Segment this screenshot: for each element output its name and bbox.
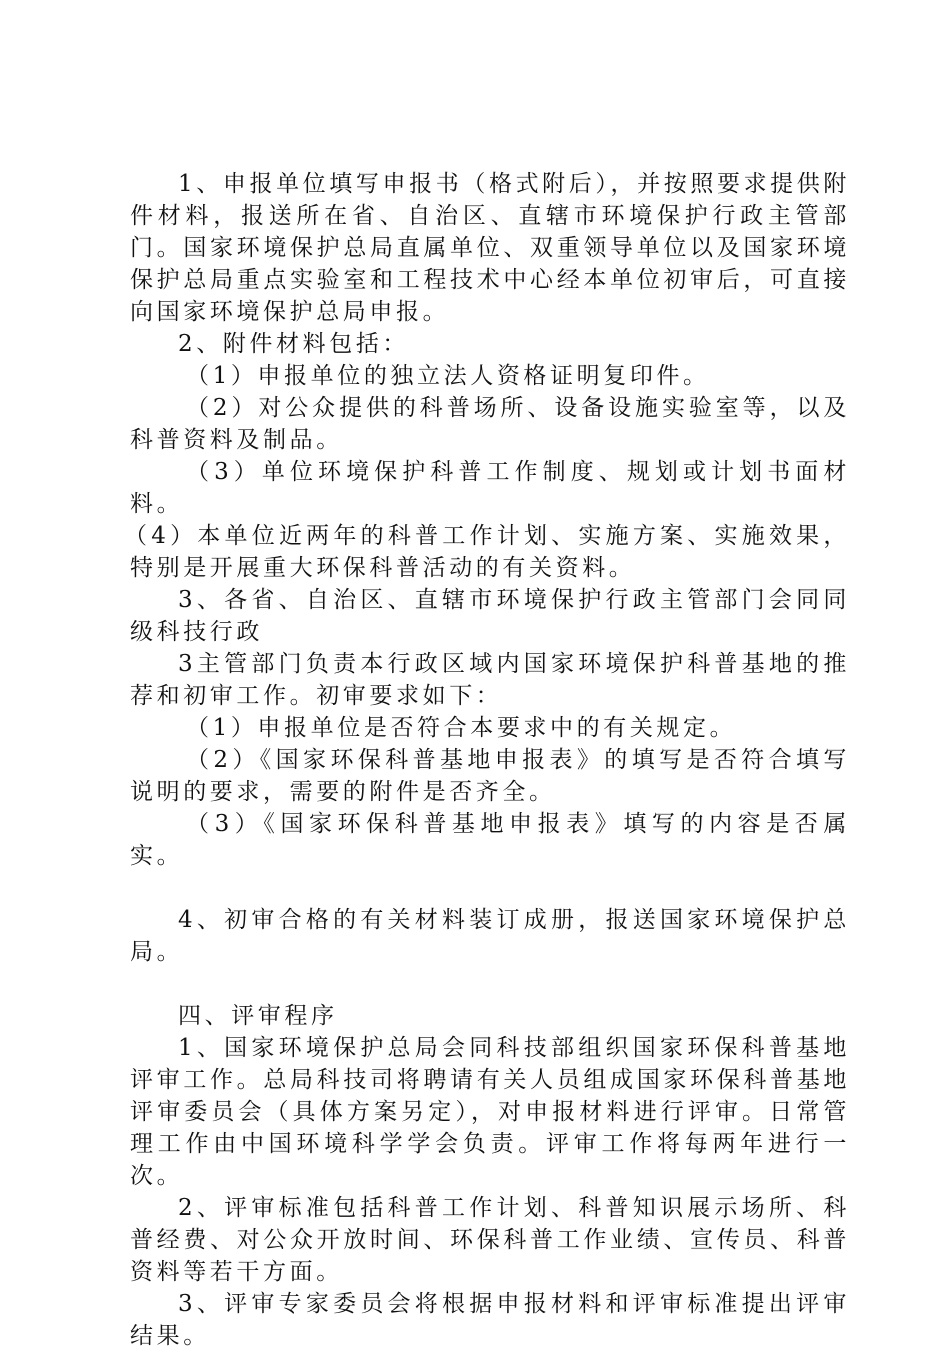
paragraph-preliminary-review: 3主管部门负责本行政区域内国家环境保护科普基地的推荐和初审工作。初审要求如下： (130, 651, 850, 709)
paragraph-spacer (130, 968, 850, 1000)
paragraph-attachment-2: （2）对公众提供的科普场所、设备设施实验室等，以及科普资料及制品。 (130, 395, 850, 453)
paragraph-review-organization: 1、国家环境保护总局会同科技部组织国家环保科普基地评审工作。总局科技司将聘请有关人员组成国家环保科普基地评审委员会（具体方案另定），对申报材料进行评审。日常管理工作由中国环境科学学会负责。评审工作将每两年进行一次。 (130, 1035, 850, 1189)
paragraph-bind-and-submit: 4、初审合格的有关材料装订成册，报送国家环境保护总局。 (130, 907, 850, 965)
paragraph-attachments-heading: 2、附件材料包括： (178, 331, 410, 357)
paragraph-review-item-2: （2）《国家环保科普基地申报表》的填写是否符合填写说明的要求，需要的附件是否齐全。 (130, 747, 850, 805)
paragraph-attachment-4: （4）本单位近两年的科普工作计划、实施方案、实施效果，特别是开展重大环保科普活动的有关资料。 (124, 523, 850, 581)
paragraph-application-submission: 1、申报单位填写申报书（格式附后），并按照要求提供附件材料，报送所在省、自治区、直辖市环境保护行政主管部门。国家环境保护总局直属单位、双重领导单位以及国家环境保护总局重点实验室和工程技术中心经本单位初审后，可直接向国家环境保护总局申报。 (130, 171, 850, 325)
paragraph-review-criteria: 2、评审标准包括科普工作计划、科普知识展示场所、科普经费、对公众开放时间、环保科普工作业绩、宣传员、科普资料等若干方面。 (130, 1195, 850, 1285)
paragraph-review-item-1: （1）申报单位是否符合本要求中的有关规定。 (186, 715, 737, 741)
section-heading-review-procedure: 四、评审程序 (178, 1003, 338, 1029)
paragraph-review-item-3: （3）《国家环保科普基地申报表》填写的内容是否属实。 (130, 811, 850, 869)
document-body (124, 168, 850, 1352)
paragraph-review-results: 3、评审专家委员会将根据申报材料和评审标准提出评审结果。 (130, 1291, 850, 1349)
paragraph-provincial-departments: 3、各省、自治区、直辖市环境保护行政主管部门会同同级科技行政 (130, 587, 850, 645)
paragraph-attachment-3: （3）单位环境保护科普工作制度、规划或计划书面材料。 (130, 459, 850, 517)
paragraph-attachment-1: （1）申报单位的独立法人资格证明复印件。 (186, 363, 710, 389)
paragraph-spacer (130, 872, 850, 904)
